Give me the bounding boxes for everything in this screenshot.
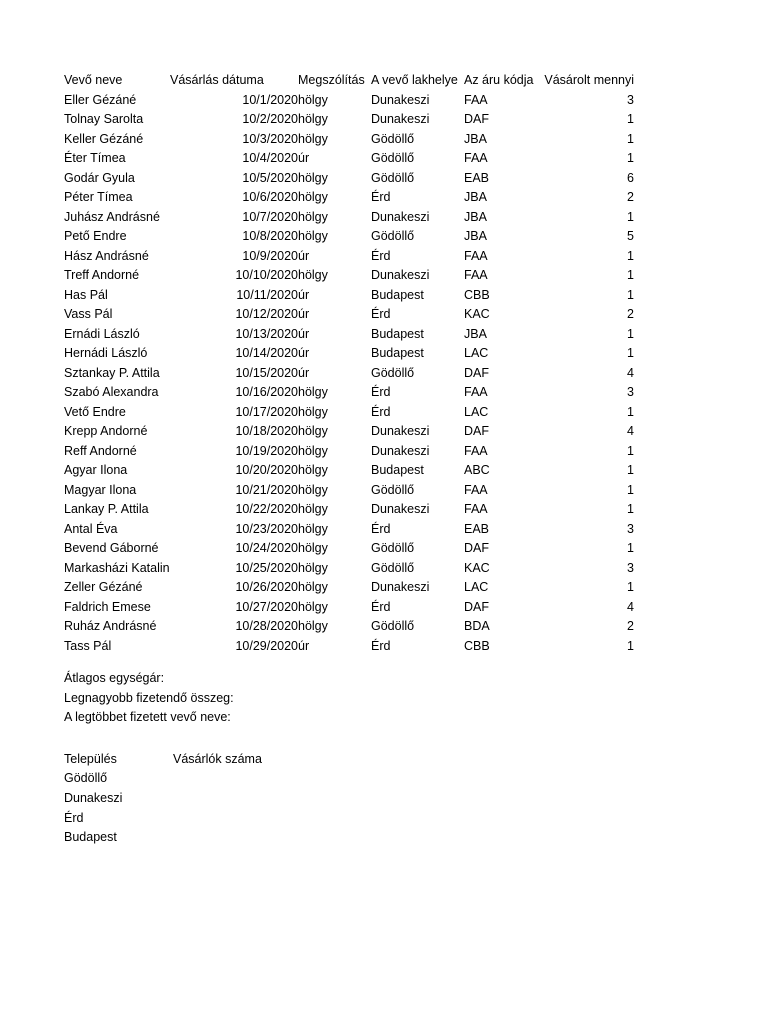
cell-salutation: hölgy bbox=[298, 229, 328, 243]
cell-product-code: FAA bbox=[464, 502, 488, 516]
cell-salutation: hölgy bbox=[298, 619, 328, 633]
cell-customer-city: Dunakeszi bbox=[371, 580, 430, 594]
average-unit-price-label: Átlagos egységár: bbox=[64, 671, 165, 685]
cell-customer-name: Péter Tímea bbox=[64, 190, 133, 204]
cell-quantity: 1 bbox=[627, 638, 634, 653]
cell-quantity: 1 bbox=[627, 463, 634, 477]
header-buyer-count: Vásárlók száma bbox=[173, 751, 262, 766]
cell-quantity: 1 bbox=[627, 209, 634, 224]
table-row bbox=[64, 461, 634, 481]
cell-salutation: úr bbox=[298, 248, 310, 263]
table-row bbox=[64, 110, 634, 130]
cell-customer-name: Markasházi Katalin bbox=[64, 560, 170, 575]
cell-purchase-date: 10/16/2020 bbox=[235, 385, 298, 399]
cell-salutation: hölgy bbox=[298, 190, 328, 204]
cell-customer-name: Sztankay P. Attila bbox=[64, 365, 160, 380]
cell-customer-city: Érd bbox=[371, 404, 391, 419]
cell-customer-city: Érd bbox=[371, 385, 391, 399]
table-row bbox=[64, 286, 634, 306]
cell-quantity: 3 bbox=[627, 521, 634, 536]
cell-quantity: 3 bbox=[627, 385, 634, 399]
cell-settlement-name: Gödöllő bbox=[64, 771, 108, 786]
cell-product-code: KAC bbox=[464, 560, 490, 575]
table-row bbox=[64, 208, 634, 228]
cell-buyer-count bbox=[173, 789, 364, 809]
table-row bbox=[64, 422, 634, 442]
cell-product-code: DAF bbox=[464, 424, 489, 438]
cell-customer-name: Antal Éva bbox=[64, 521, 118, 536]
cell-purchase-date: 10/21/2020 bbox=[235, 482, 298, 497]
cell-customer-city: Gödöllő bbox=[371, 482, 415, 497]
cell-buyer-count bbox=[173, 769, 364, 789]
table-row bbox=[64, 500, 634, 520]
cell-salutation: hölgy bbox=[298, 112, 328, 126]
cell-customer-city: Dunakeszi bbox=[371, 92, 430, 107]
cell-customer-name: Zeller Gézáné bbox=[64, 580, 143, 594]
cell-customer-name: Godár Gyula bbox=[64, 170, 135, 185]
cell-customer-name: Magyar Ilona bbox=[64, 482, 137, 497]
cell-customer-name: Juhász Andrásné bbox=[64, 209, 160, 224]
cell-purchase-date: 10/27/2020 bbox=[235, 599, 298, 614]
cell-quantity: 6 bbox=[627, 170, 634, 185]
cell-salutation: hölgy bbox=[298, 580, 328, 594]
cell-customer-name: Ernádi László bbox=[64, 326, 140, 341]
cell-purchase-date: 10/24/2020 bbox=[235, 541, 298, 555]
cell-quantity: 1 bbox=[627, 287, 634, 302]
cell-customer-name: Tass Pál bbox=[64, 638, 112, 653]
cell-customer-name: Pető Endre bbox=[64, 229, 127, 243]
cell-purchase-date: 10/6/2020 bbox=[242, 190, 298, 204]
cell-purchase-date: 10/13/2020 bbox=[235, 326, 298, 341]
cell-product-code: JBA bbox=[464, 209, 487, 224]
cell-salutation: úr bbox=[298, 638, 310, 653]
table-row bbox=[64, 344, 634, 364]
cell-quantity: 1 bbox=[627, 541, 634, 555]
table-row bbox=[64, 383, 634, 403]
cell-purchase-date: 10/11/2020 bbox=[236, 287, 298, 302]
cell-customer-name: Has Pál bbox=[64, 287, 108, 302]
cell-quantity: 5 bbox=[627, 229, 634, 243]
cell-salutation: hölgy bbox=[298, 443, 328, 458]
cell-salutation: hölgy bbox=[298, 560, 328, 575]
cell-customer-city: Érd bbox=[371, 307, 391, 321]
cell-customer-name: Vass Pál bbox=[64, 307, 113, 321]
cell-customer-city: Gödöllő bbox=[371, 131, 415, 146]
cell-customer-name: Lankay P. Attila bbox=[64, 502, 149, 516]
cell-customer-city: Érd bbox=[371, 248, 391, 263]
table-row bbox=[64, 188, 634, 208]
cell-customer-city: Budapest bbox=[371, 326, 424, 341]
cell-customer-name: Ruház Andrásné bbox=[64, 619, 157, 633]
cell-quantity: 2 bbox=[627, 190, 634, 204]
cell-quantity: 1 bbox=[627, 112, 634, 126]
cell-customer-name: Treff Andorné bbox=[64, 268, 140, 282]
cell-quantity: 3 bbox=[627, 92, 634, 107]
cell-customer-city: Érd bbox=[371, 521, 391, 536]
cell-quantity: 1 bbox=[627, 346, 634, 360]
cell-settlement-name: Dunakeszi bbox=[64, 790, 123, 805]
cell-salutation: úr bbox=[298, 151, 310, 165]
cell-purchase-date: 10/5/2020 bbox=[242, 170, 298, 185]
cell-product-code: JBA bbox=[464, 229, 487, 243]
cell-customer-city: Dunakeszi bbox=[371, 443, 430, 458]
cell-quantity: 1 bbox=[627, 268, 634, 282]
cell-product-code: CBB bbox=[464, 638, 490, 653]
cell-purchase-date: 10/25/2020 bbox=[235, 560, 298, 575]
cell-buyer-count bbox=[173, 809, 364, 829]
cell-product-code: BDA bbox=[464, 619, 490, 633]
purchases-table-body bbox=[64, 71, 634, 656]
table-row bbox=[64, 227, 634, 247]
cell-customer-city: Érd bbox=[371, 190, 391, 204]
cell-customer-city: Érd bbox=[371, 599, 391, 614]
header-quantity: Vásárolt mennyi bbox=[544, 73, 634, 87]
cell-salutation: hölgy bbox=[298, 541, 328, 555]
table-row bbox=[64, 364, 634, 384]
cell-quantity: 1 bbox=[627, 248, 634, 263]
cell-product-code: JBA bbox=[464, 131, 487, 146]
cell-customer-city: Dunakeszi bbox=[371, 424, 430, 438]
table-row bbox=[64, 325, 634, 345]
cell-purchase-date: 10/22/2020 bbox=[235, 502, 298, 516]
cell-salutation: hölgy bbox=[298, 385, 328, 399]
cell-customer-city: Dunakeszi bbox=[371, 209, 430, 224]
cell-purchase-date: 10/8/2020 bbox=[242, 229, 298, 243]
table-row bbox=[64, 247, 634, 267]
cell-customer-name: Hernádi László bbox=[64, 346, 148, 360]
header-customer-city: A vevő lakhelye bbox=[371, 73, 458, 87]
cell-customer-city: Gödöllő bbox=[371, 560, 415, 575]
cell-salutation: hölgy bbox=[298, 521, 328, 536]
cell-salutation: hölgy bbox=[298, 482, 328, 497]
cell-settlement-name: Budapest bbox=[64, 830, 117, 845]
table-row bbox=[64, 91, 634, 111]
cell-product-code: JBA bbox=[464, 326, 487, 341]
cell-customer-city: Budapest bbox=[371, 463, 424, 477]
cell-salutation: úr bbox=[298, 346, 310, 360]
cell-customer-name: Szabó Alexandra bbox=[64, 385, 159, 399]
cell-salutation: hölgy bbox=[298, 502, 328, 516]
cell-purchase-date: 10/28/2020 bbox=[235, 619, 298, 633]
table-row bbox=[64, 149, 634, 169]
table-row bbox=[64, 130, 634, 150]
table-row bbox=[64, 637, 634, 657]
table-row bbox=[64, 403, 634, 423]
cell-customer-city: Érd bbox=[371, 638, 391, 653]
header-purchase-date: Vásárlás dátuma bbox=[170, 73, 264, 87]
cell-quantity: 3 bbox=[627, 560, 634, 575]
cell-customer-name: Tolnay Sarolta bbox=[64, 112, 144, 126]
cell-product-code: FAA bbox=[464, 443, 488, 458]
cell-customer-name: Agyar Ilona bbox=[64, 463, 128, 477]
cell-customer-city: Gödöllő bbox=[371, 619, 415, 633]
cell-product-code: DAF bbox=[464, 541, 489, 555]
cell-customer-city: Budapest bbox=[371, 287, 424, 302]
cell-product-code: LAC bbox=[464, 404, 489, 419]
cell-customer-name: Keller Gézáné bbox=[64, 131, 144, 146]
header-customer-name: Vevő neve bbox=[64, 73, 123, 87]
cell-quantity: 2 bbox=[627, 307, 634, 321]
cell-product-code: FAA bbox=[464, 482, 488, 497]
cell-customer-city: Gödöllő bbox=[371, 541, 415, 555]
settlement-row bbox=[64, 789, 364, 809]
cell-settlement-name: Érd bbox=[64, 810, 84, 825]
cell-purchase-date: 10/23/2020 bbox=[235, 521, 298, 536]
table-row bbox=[64, 442, 634, 462]
cell-product-code: KAC bbox=[464, 307, 490, 321]
header-product-code: Az áru kódja bbox=[464, 73, 534, 87]
settlement-row bbox=[64, 809, 364, 829]
cell-salutation: hölgy bbox=[298, 599, 328, 614]
table-row bbox=[64, 539, 634, 559]
cell-quantity: 1 bbox=[627, 151, 634, 165]
cell-quantity: 4 bbox=[627, 599, 634, 614]
cell-customer-city: Dunakeszi bbox=[371, 112, 430, 126]
cell-product-code: DAF bbox=[464, 599, 489, 614]
cell-purchase-date: 10/29/2020 bbox=[235, 638, 298, 653]
cell-product-code: ABC bbox=[464, 463, 490, 477]
cell-purchase-date: 10/12/2020 bbox=[235, 307, 298, 321]
cell-quantity: 1 bbox=[627, 326, 634, 341]
cell-purchase-date: 10/1/2020 bbox=[242, 92, 298, 107]
cell-quantity: 1 bbox=[627, 482, 634, 497]
cell-purchase-date: 10/7/2020 bbox=[242, 209, 298, 224]
cell-product-code: CBB bbox=[464, 287, 490, 302]
cell-product-code: FAA bbox=[464, 268, 488, 282]
cell-quantity: 1 bbox=[627, 404, 634, 419]
cell-product-code: LAC bbox=[464, 580, 489, 594]
cell-purchase-date: 10/4/2020 bbox=[242, 151, 298, 165]
cell-purchase-date: 10/2/2020 bbox=[242, 112, 298, 126]
cell-salutation: úr bbox=[298, 365, 310, 380]
cell-customer-name: Hász Andrásné bbox=[64, 248, 149, 263]
settlement-table bbox=[64, 750, 364, 849]
cell-product-code: EAB bbox=[464, 521, 490, 536]
cell-purchase-date: 10/14/2020 bbox=[235, 346, 298, 360]
cell-customer-name: Faldrich Emese bbox=[64, 599, 151, 614]
cell-product-code: JBA bbox=[464, 190, 487, 204]
settlement-row bbox=[64, 828, 364, 848]
table-row bbox=[64, 598, 634, 618]
cell-customer-name: Bevend Gáborné bbox=[64, 541, 159, 555]
cell-quantity: 4 bbox=[627, 365, 634, 380]
max-payment-label: Legnagyobb fizetendő összeg: bbox=[64, 690, 234, 705]
cell-customer-name: Krepp Andorné bbox=[64, 424, 148, 438]
cell-customer-city: Budapest bbox=[371, 346, 424, 360]
cell-customer-name: Reff Andorné bbox=[64, 443, 137, 458]
table-row bbox=[64, 481, 634, 501]
cell-customer-city: Gödöllő bbox=[371, 151, 415, 165]
cell-purchase-date: 10/3/2020 bbox=[242, 131, 298, 146]
summary-section bbox=[64, 669, 664, 728]
cell-customer-name: Vető Endre bbox=[64, 404, 126, 419]
settlement-header-row bbox=[64, 750, 364, 770]
table-row bbox=[64, 578, 634, 598]
cell-salutation: úr bbox=[298, 326, 310, 341]
cell-salutation: úr bbox=[298, 287, 310, 302]
cell-product-code: FAA bbox=[464, 92, 488, 107]
settlement-row bbox=[64, 769, 364, 789]
top-customer-label: A legtöbbet fizetett vevő neve: bbox=[64, 710, 231, 724]
cell-product-code: LAC bbox=[464, 346, 489, 360]
cell-purchase-date: 10/18/2020 bbox=[235, 424, 298, 438]
cell-salutation: hölgy bbox=[298, 209, 328, 224]
cell-quantity: 4 bbox=[627, 424, 634, 438]
cell-salutation: hölgy bbox=[298, 268, 328, 282]
cell-quantity: 1 bbox=[627, 443, 634, 458]
cell-customer-city: Dunakeszi bbox=[371, 502, 430, 516]
cell-quantity: 1 bbox=[627, 502, 634, 516]
cell-customer-city: Gödöllő bbox=[371, 365, 415, 380]
table-header-row bbox=[64, 71, 634, 91]
table-row bbox=[64, 169, 634, 189]
cell-salutation: hölgy bbox=[298, 92, 328, 107]
cell-customer-city: Dunakeszi bbox=[371, 268, 430, 282]
cell-purchase-date: 10/26/2020 bbox=[235, 580, 298, 594]
cell-product-code: DAF bbox=[464, 112, 489, 126]
cell-purchase-date: 10/17/2020 bbox=[235, 404, 298, 419]
cell-product-code: DAF bbox=[464, 365, 489, 380]
cell-salutation: hölgy bbox=[298, 463, 328, 477]
cell-purchase-date: 10/10/2020 bbox=[235, 268, 298, 282]
cell-purchase-date: 10/19/2020 bbox=[235, 443, 298, 458]
header-salutation: Megszólítás bbox=[298, 73, 365, 87]
cell-purchase-date: 10/15/2020 bbox=[235, 365, 298, 380]
table-row bbox=[64, 520, 634, 540]
cell-product-code: FAA bbox=[464, 151, 488, 165]
cell-quantity: 1 bbox=[627, 131, 634, 146]
cell-customer-name: Éter Tímea bbox=[64, 151, 126, 165]
cell-product-code: EAB bbox=[464, 170, 490, 185]
cell-customer-city: Gödöllő bbox=[371, 170, 415, 185]
purchases-table bbox=[64, 71, 634, 656]
cell-quantity: 2 bbox=[627, 619, 634, 633]
cell-product-code: FAA bbox=[464, 385, 488, 399]
table-row bbox=[64, 559, 634, 579]
settlement-table-body bbox=[64, 750, 364, 849]
cell-salutation: úr bbox=[298, 307, 310, 321]
cell-customer-name: Eller Gézáné bbox=[64, 92, 137, 107]
cell-quantity: 1 bbox=[627, 580, 634, 594]
table-row bbox=[64, 617, 634, 637]
cell-salutation: hölgy bbox=[298, 131, 328, 146]
cell-salutation: hölgy bbox=[298, 170, 328, 185]
cell-salutation: hölgy bbox=[298, 424, 328, 438]
cell-salutation: hölgy bbox=[298, 404, 328, 419]
cell-customer-city: Gödöllő bbox=[371, 229, 415, 243]
cell-purchase-date: 10/9/2020 bbox=[242, 248, 298, 263]
cell-buyer-count bbox=[173, 828, 364, 848]
cell-purchase-date: 10/20/2020 bbox=[235, 463, 298, 477]
spreadsheet-page bbox=[64, 71, 664, 848]
table-row bbox=[64, 305, 634, 325]
header-settlement: Település bbox=[64, 751, 117, 766]
cell-product-code: FAA bbox=[464, 248, 488, 263]
table-row bbox=[64, 266, 634, 286]
